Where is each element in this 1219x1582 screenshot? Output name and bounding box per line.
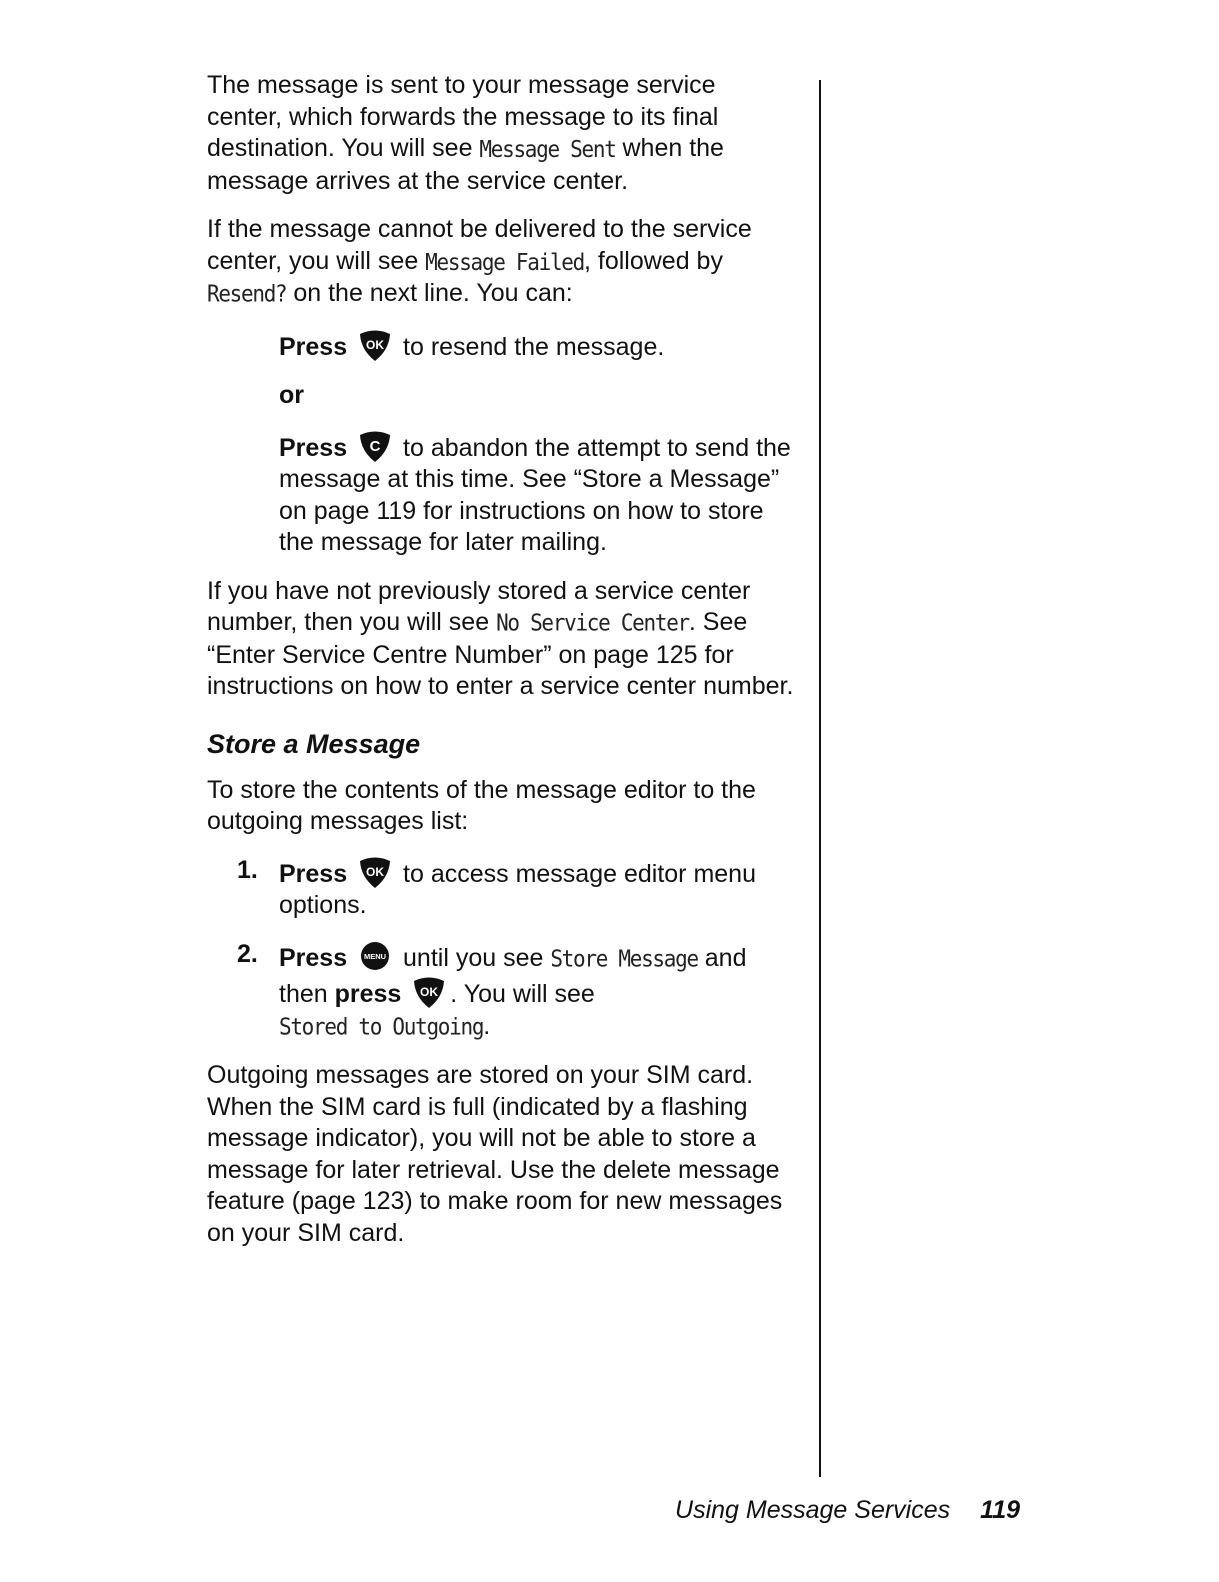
svg-text:OK: OK	[420, 985, 439, 999]
footer-section-title: Using Message Services	[675, 1496, 951, 1524]
lcd-text: Stored to Outgoing	[279, 1012, 484, 1040]
svg-text:OK: OK	[366, 864, 385, 879]
svg-text:C: C	[369, 437, 381, 455]
svg-text:OK: OK	[366, 337, 385, 352]
clear-key-icon	[358, 429, 392, 463]
list-item: 2. Press MENU until you see Store Message and then press OK . You will see Stored to Outgoing.	[279, 939, 797, 1044]
or-label: or	[279, 381, 304, 409]
lcd-text: Resend?	[207, 280, 287, 308]
ok-key-icon	[358, 328, 392, 362]
menu-key-icon	[358, 939, 392, 973]
paragraph-no-service-center: If you have not previously stored a service center number, then you will see No Service Center. See “Enter Service Centre Number” on page 125 for instructions on how to enter a service center number.	[207, 576, 794, 700]
lcd-text: Message Failed	[425, 247, 584, 275]
ok-key-icon	[412, 975, 446, 1009]
page-body	[207, 70, 797, 1266]
svg-text:MENU: MENU	[364, 951, 387, 961]
list-item: 1. Press OK to access message editor menu options.	[237, 855, 756, 919]
option-resend: Press OK to resend the message.	[279, 328, 797, 364]
page-number: 119	[980, 1496, 1020, 1524]
vertical-rule	[819, 80, 821, 1477]
steps-list	[207, 855, 797, 1044]
page-footer	[600, 1496, 1020, 1525]
lcd-text: Store Message	[550, 944, 698, 972]
paragraph-message-sent: The message is sent to your message service center, which forwards the message to its final destination. You will see Message Sent when the message arrives at the service center.	[207, 71, 724, 195]
lcd-text: No Service Center	[496, 609, 689, 637]
paragraph-store-intro: To store the contents of the message editor to the outgoing messages list:	[207, 775, 756, 835]
paragraph-sim-storage: Outgoing messages are stored on your SIM card. When the SIM card is full (indicated by a flashing message indicator), you will not be able to store a message for later retrieval. Use the delete message feature (page 123) to make room for new messages on your SIM card.	[207, 1061, 783, 1247]
option-abandon: Press C to abandon the attempt to send the message at this time. See “Store a Message” on page 119 for instructions on how to store the message for later mailing.	[279, 429, 797, 559]
ok-key-icon	[358, 855, 392, 889]
lcd-text: Message Sent	[479, 135, 616, 163]
paragraph-message-failed: If the message cannot be delivered to the service center, you will see Message Failed, followed by Resend? on the next line. You can:	[207, 214, 797, 311]
section-heading: Store a Message	[207, 728, 421, 759]
